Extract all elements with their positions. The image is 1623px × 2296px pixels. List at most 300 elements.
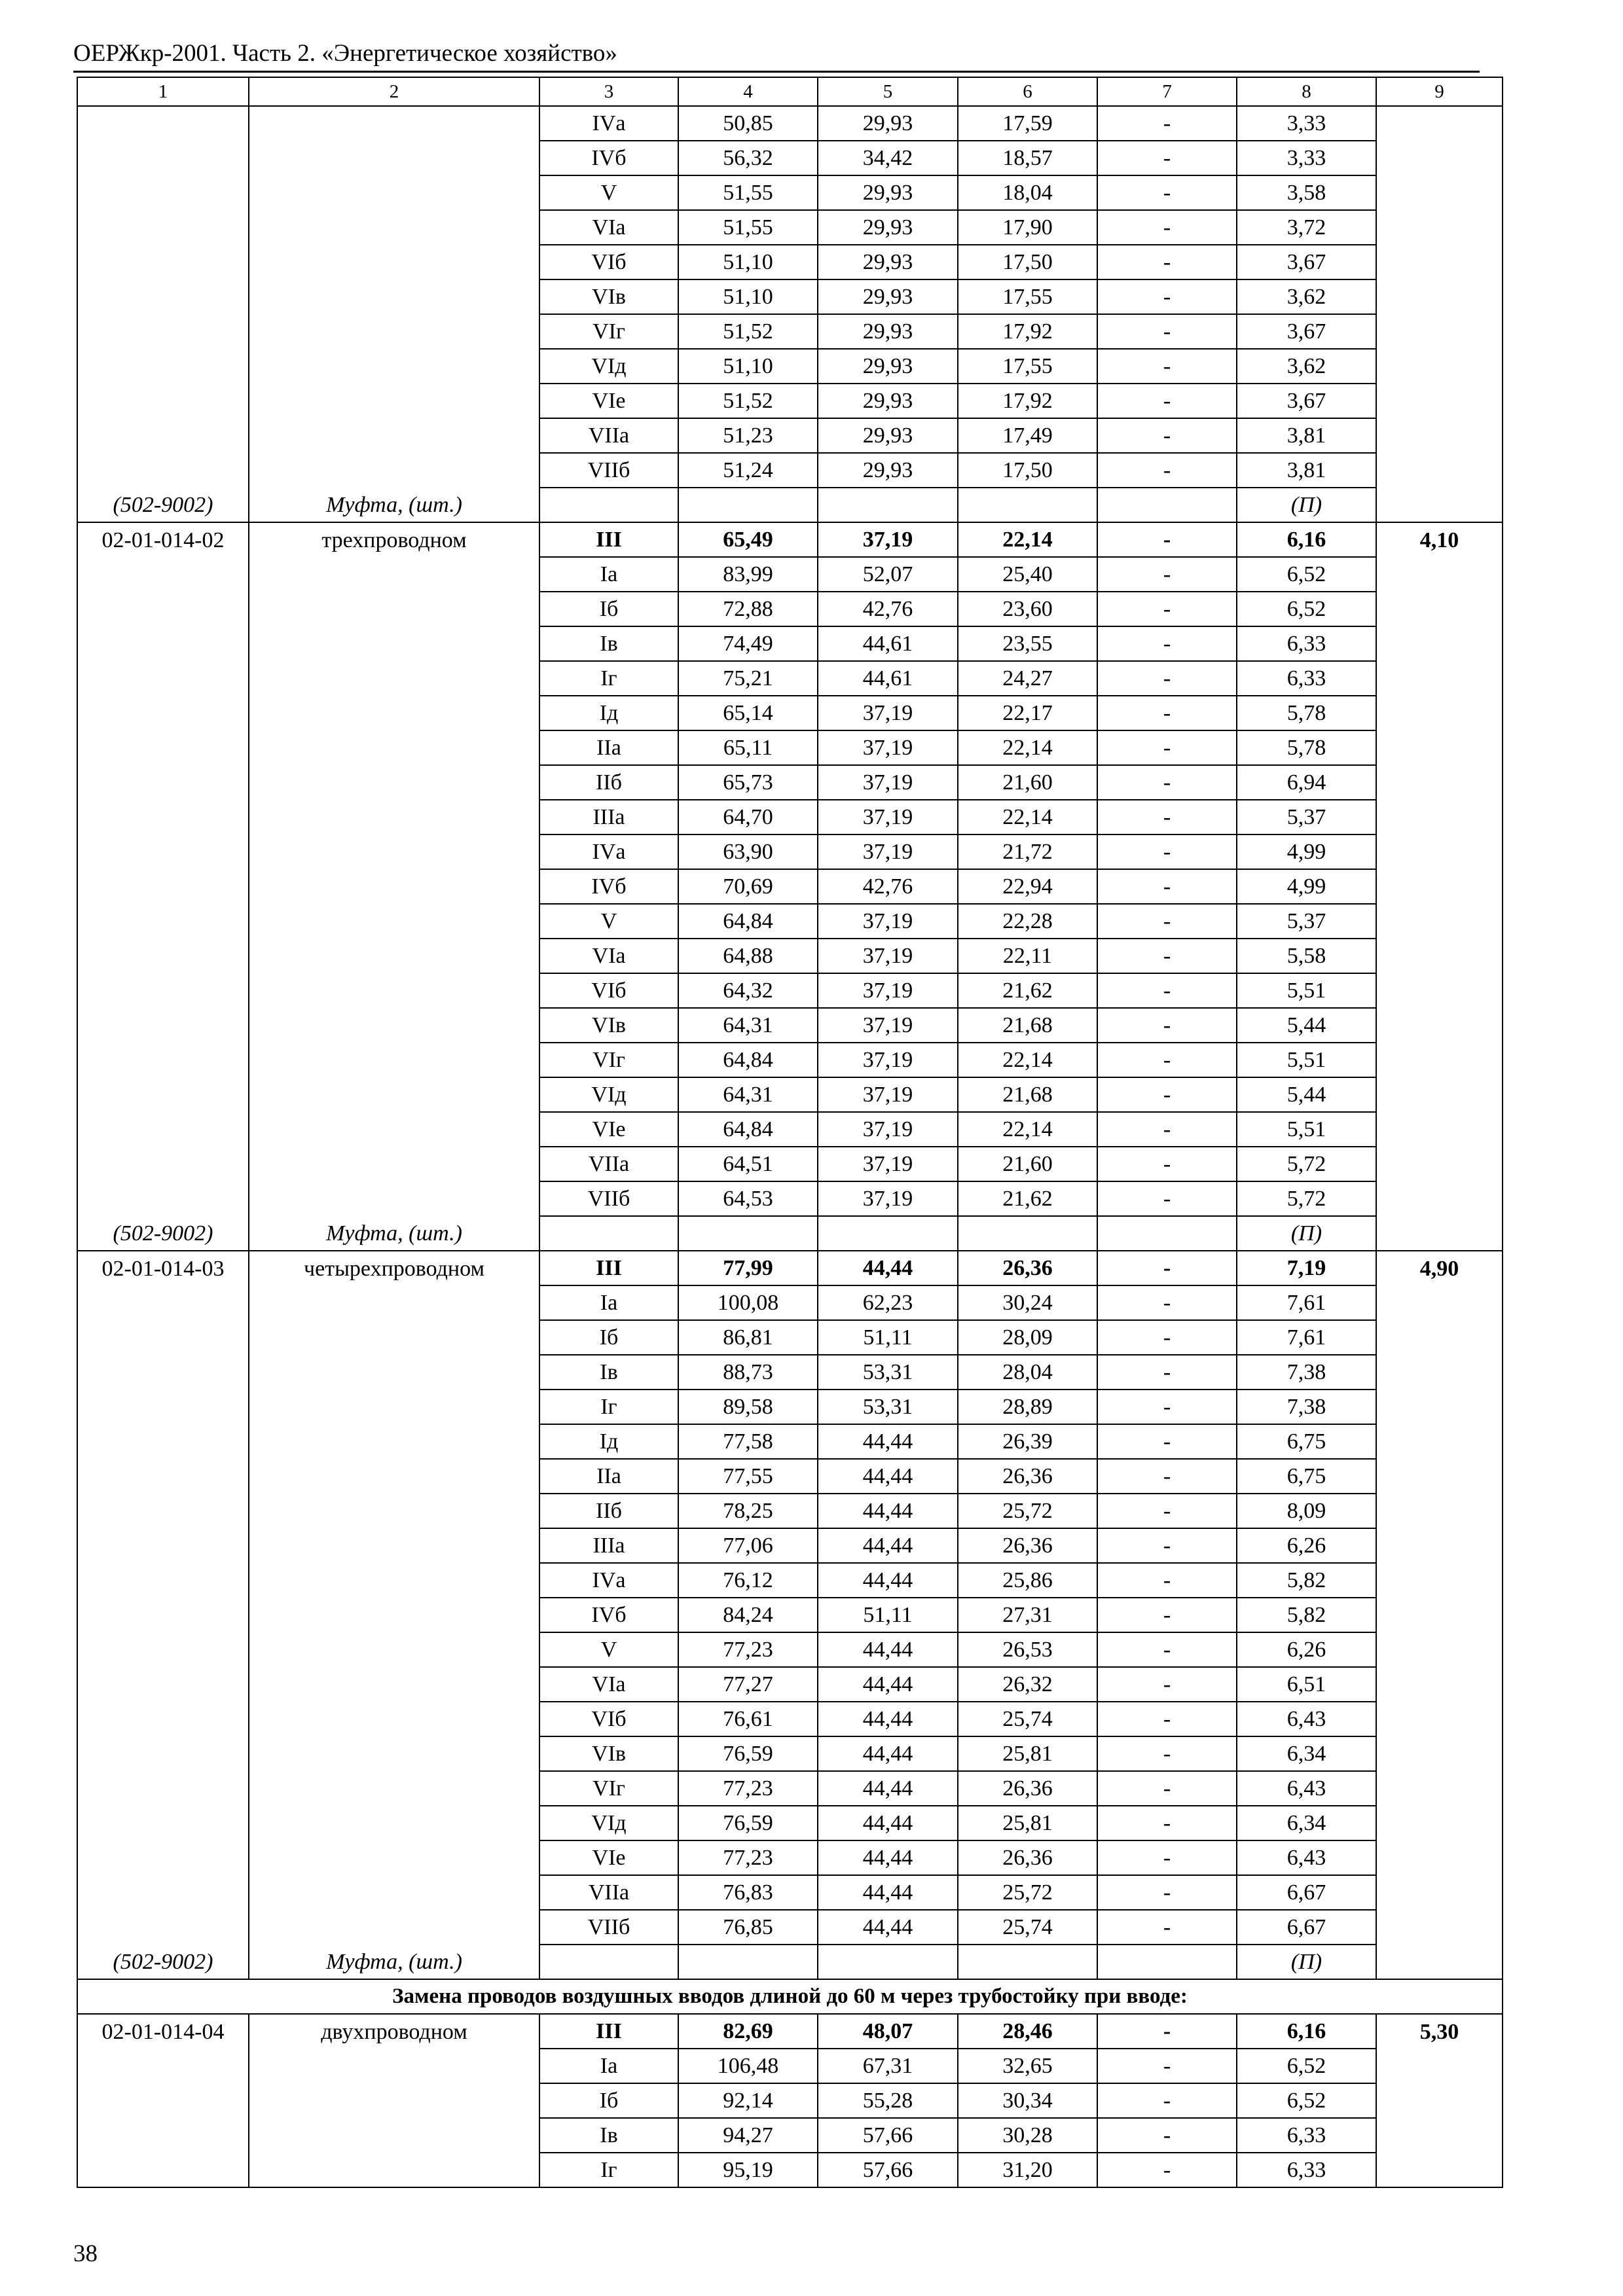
cell-col-4: 76,83	[678, 1875, 818, 1910]
item-code	[77, 904, 249, 939]
item-total	[1376, 453, 1503, 488]
cell-col-8: 6,67	[1237, 1875, 1376, 1910]
item-total	[1376, 1598, 1503, 1632]
item-name	[249, 1424, 539, 1459]
item-total	[1376, 1563, 1503, 1598]
cell-col-4: 77,99	[678, 1251, 818, 1285]
column-header-6: 6	[958, 77, 1097, 106]
cell-col-5: 42,76	[818, 869, 958, 904]
table-row	[77, 1147, 1503, 1181]
cell-col-3: IIб	[539, 1494, 678, 1528]
cell-col-5: 44,61	[818, 626, 958, 661]
cell-col-6: 28,04	[958, 1355, 1097, 1390]
item-code	[77, 973, 249, 1008]
item-total	[1376, 279, 1503, 314]
table-row	[77, 1494, 1503, 1528]
cell-col-6: 23,60	[958, 592, 1097, 626]
table-row	[77, 1563, 1503, 1598]
item-name	[249, 1702, 539, 1736]
cell-col-6: 31,20	[958, 2153, 1097, 2187]
table-row	[77, 973, 1503, 1008]
item-name	[249, 1563, 539, 1598]
cell-col-6: 22,28	[958, 904, 1097, 939]
cell-col-7: -	[1097, 1424, 1237, 1459]
cell-col-4: 86,81	[678, 1320, 818, 1355]
item-name	[249, 384, 539, 418]
cell-col-8: 5,44	[1237, 1077, 1376, 1112]
item-code	[77, 696, 249, 730]
cell-col-7: -	[1097, 1112, 1237, 1147]
cell-col-6: 17,49	[958, 418, 1097, 453]
item-name	[249, 279, 539, 314]
item-total	[1376, 904, 1503, 939]
table-row	[77, 592, 1503, 626]
cell-col-8: 6,43	[1237, 1771, 1376, 1806]
cell-col-5: 37,19	[818, 939, 958, 973]
item-total	[1376, 1702, 1503, 1736]
cell-col-5: 44,44	[818, 1424, 958, 1459]
item-name	[249, 904, 539, 939]
cell-col-7: -	[1097, 314, 1237, 349]
cell-col-6: 26,53	[958, 1632, 1097, 1667]
cell-col-8: 5,51	[1237, 973, 1376, 1008]
empty-cell	[818, 1216, 958, 1251]
cell-col-5: 44,44	[818, 1494, 958, 1528]
cell-col-8: 7,19	[1237, 1251, 1376, 1285]
item-name	[249, 314, 539, 349]
column-header-3: 3	[539, 77, 678, 106]
cell-col-8: 4,99	[1237, 834, 1376, 869]
item-code	[77, 175, 249, 210]
cell-col-3: IIIа	[539, 800, 678, 834]
cell-col-5: 52,07	[818, 557, 958, 592]
cell-col-4: 65,49	[678, 522, 818, 557]
item-total	[1376, 661, 1503, 696]
cell-col-8: 5,51	[1237, 1112, 1376, 1147]
item-name	[249, 973, 539, 1008]
cell-col-3: III	[539, 1251, 678, 1285]
item-name	[249, 1528, 539, 1563]
cell-col-7: -	[1097, 696, 1237, 730]
cell-col-6: 28,89	[958, 1390, 1097, 1424]
item-name	[249, 696, 539, 730]
item-total	[1376, 245, 1503, 279]
cell-col-8: 7,61	[1237, 1285, 1376, 1320]
item-total	[1376, 939, 1503, 973]
cell-col-8: 8,09	[1237, 1494, 1376, 1528]
item-code	[77, 418, 249, 453]
item-total	[1376, 1008, 1503, 1043]
cell-col-6: 25,74	[958, 1910, 1097, 1945]
item-code	[77, 141, 249, 175]
table-row	[77, 314, 1503, 349]
table-body	[77, 77, 1503, 2187]
cell-col-7: -	[1097, 626, 1237, 661]
cell-col-6: 22,14	[958, 800, 1097, 834]
cell-col-8: 3,33	[1237, 106, 1376, 141]
cell-col-3: III	[539, 522, 678, 557]
cell-col-5: 57,66	[818, 2153, 958, 2187]
cell-col-8: 6,94	[1237, 765, 1376, 800]
cell-col-3: VIг	[539, 314, 678, 349]
cell-col-8: 5,44	[1237, 1008, 1376, 1043]
cell-col-6: 22,14	[958, 1043, 1097, 1077]
cell-col-7: -	[1097, 1771, 1237, 1806]
item-total	[1376, 106, 1503, 141]
table-row	[77, 1043, 1503, 1077]
item-total-end	[1376, 1216, 1503, 1251]
item-code	[77, 1147, 249, 1181]
item-code	[77, 1320, 249, 1355]
cell-col-3: Iв	[539, 1355, 678, 1390]
item-name	[249, 210, 539, 245]
item-name	[249, 1320, 539, 1355]
item-name	[249, 1285, 539, 1320]
table-row	[77, 1667, 1503, 1702]
cell-col-3: IIа	[539, 1459, 678, 1494]
cell-col-7: -	[1097, 1702, 1237, 1736]
item-total	[1376, 1806, 1503, 1840]
cell-col-4: 76,61	[678, 1702, 818, 1736]
table-row	[77, 2049, 1503, 2083]
cell-col-4: 89,58	[678, 1390, 818, 1424]
cell-col-3: IVб	[539, 869, 678, 904]
item-total	[1376, 175, 1503, 210]
item-total	[1376, 1771, 1503, 1806]
item-name	[249, 453, 539, 488]
material-footer-row	[77, 488, 1503, 522]
cell-col-3: VIб	[539, 245, 678, 279]
item-code	[77, 1840, 249, 1875]
item-code	[77, 2153, 249, 2187]
item-total	[1376, 1494, 1503, 1528]
column-header-4: 4	[678, 77, 818, 106]
cell-col-7: -	[1097, 834, 1237, 869]
cell-col-7: -	[1097, 592, 1237, 626]
cell-col-5: 37,19	[818, 973, 958, 1008]
cell-col-4: 95,19	[678, 2153, 818, 2187]
cell-col-8: 6,43	[1237, 1840, 1376, 1875]
cell-col-4: 63,90	[678, 834, 818, 869]
item-name	[249, 939, 539, 973]
item-code	[77, 1875, 249, 1910]
item-name	[249, 1667, 539, 1702]
cell-col-6: 30,24	[958, 1285, 1097, 1320]
item-name	[249, 1459, 539, 1494]
table-row	[77, 1771, 1503, 1806]
material-category: (П)	[1237, 488, 1376, 522]
item-name	[249, 1355, 539, 1390]
item-code	[77, 1390, 249, 1424]
cell-col-4: 77,06	[678, 1528, 818, 1563]
item-name	[249, 557, 539, 592]
empty-cell	[678, 488, 818, 522]
cell-col-6: 25,81	[958, 1736, 1097, 1771]
cell-col-4: 51,23	[678, 418, 818, 453]
cell-col-5: 44,44	[818, 1736, 958, 1771]
empty-cell	[678, 1945, 818, 1979]
item-code	[77, 1736, 249, 1771]
cell-col-4: 76,12	[678, 1563, 818, 1598]
cell-col-6: 22,14	[958, 730, 1097, 765]
item-code	[77, 453, 249, 488]
table-row	[77, 2083, 1503, 2118]
cell-col-8: 6,34	[1237, 1806, 1376, 1840]
empty-cell	[1097, 488, 1237, 522]
material-name: Муфта, (шт.)	[249, 1945, 539, 1979]
empty-cell	[958, 1216, 1097, 1251]
cell-col-3: VIг	[539, 1043, 678, 1077]
item-code	[77, 626, 249, 661]
table-row	[77, 210, 1503, 245]
cell-col-3: IVб	[539, 141, 678, 175]
cell-col-8: 5,82	[1237, 1563, 1376, 1598]
cell-col-6: 21,60	[958, 765, 1097, 800]
item-code	[77, 1667, 249, 1702]
cell-col-7: -	[1097, 1806, 1237, 1840]
item-code: 02-01-014-03	[77, 1251, 249, 1285]
empty-cell	[1097, 1216, 1237, 1251]
cell-col-7: -	[1097, 869, 1237, 904]
item-name	[249, 1736, 539, 1771]
cell-col-5: 44,44	[818, 1771, 958, 1806]
cell-col-4: 65,14	[678, 696, 818, 730]
cell-col-6: 24,27	[958, 661, 1097, 696]
cell-col-8: 3,62	[1237, 349, 1376, 384]
table-row	[77, 661, 1503, 696]
cell-col-6: 21,62	[958, 1181, 1097, 1216]
cell-col-6: 25,40	[958, 557, 1097, 592]
item-name	[249, 2118, 539, 2153]
table-row	[77, 730, 1503, 765]
cell-col-5: 48,07	[818, 2014, 958, 2049]
table-row	[77, 1112, 1503, 1147]
cell-col-7: -	[1097, 2118, 1237, 2153]
empty-cell	[539, 1945, 678, 1979]
cell-col-5: 37,19	[818, 904, 958, 939]
empty-cell	[818, 488, 958, 522]
item-total	[1376, 696, 1503, 730]
cell-col-6: 22,14	[958, 522, 1097, 557]
cell-col-3: V	[539, 175, 678, 210]
cell-col-7: -	[1097, 279, 1237, 314]
cell-col-6: 21,72	[958, 834, 1097, 869]
cell-col-7: -	[1097, 210, 1237, 245]
cell-col-3: VIе	[539, 384, 678, 418]
item-name	[249, 592, 539, 626]
item-name	[249, 141, 539, 175]
cell-col-5: 44,44	[818, 1632, 958, 1667]
material-footer-row	[77, 1216, 1503, 1251]
cell-col-8: 3,72	[1237, 210, 1376, 245]
table-row	[77, 1910, 1503, 1945]
item-code: 02-01-014-04	[77, 2014, 249, 2049]
cell-col-6: 28,46	[958, 2014, 1097, 2049]
cell-col-4: 75,21	[678, 661, 818, 696]
cell-col-4: 64,31	[678, 1008, 818, 1043]
cell-col-8: 6,33	[1237, 626, 1376, 661]
cell-col-8: 3,81	[1237, 453, 1376, 488]
cell-col-5: 44,44	[818, 1251, 958, 1285]
table-row	[77, 2014, 1503, 2049]
table-row	[77, 800, 1503, 834]
cell-col-8: 4,99	[1237, 869, 1376, 904]
cell-col-5: 51,11	[818, 1598, 958, 1632]
item-name	[249, 1112, 539, 1147]
cell-col-7: -	[1097, 1181, 1237, 1216]
item-total	[1376, 1667, 1503, 1702]
table-row	[77, 1840, 1503, 1875]
item-code	[77, 1702, 249, 1736]
cell-col-3: VIг	[539, 1771, 678, 1806]
cell-col-3: VIIб	[539, 1910, 678, 1945]
empty-cell	[678, 1216, 818, 1251]
cell-col-3: Iг	[539, 2153, 678, 2187]
cell-col-5: 42,76	[818, 592, 958, 626]
cell-col-4: 77,58	[678, 1424, 818, 1459]
item-code	[77, 869, 249, 904]
cell-col-5: 44,61	[818, 661, 958, 696]
item-code	[77, 1563, 249, 1598]
cell-col-7: -	[1097, 384, 1237, 418]
cell-col-8: 5,72	[1237, 1147, 1376, 1181]
cell-col-5: 29,93	[818, 106, 958, 141]
cell-col-6: 25,74	[958, 1702, 1097, 1736]
cell-col-8: 5,37	[1237, 904, 1376, 939]
cell-col-4: 74,49	[678, 626, 818, 661]
table-row	[77, 557, 1503, 592]
cell-col-6: 17,50	[958, 453, 1097, 488]
item-name	[249, 1771, 539, 1806]
cell-col-4: 76,59	[678, 1806, 818, 1840]
cell-col-4: 64,84	[678, 904, 818, 939]
item-name	[249, 626, 539, 661]
cell-col-6: 21,62	[958, 973, 1097, 1008]
item-total	[1376, 834, 1503, 869]
item-name	[249, 418, 539, 453]
cell-col-4: 76,85	[678, 1910, 818, 1945]
item-name	[249, 2049, 539, 2083]
cell-col-3: Iа	[539, 2049, 678, 2083]
cell-col-4: 56,32	[678, 141, 818, 175]
table-row	[77, 1251, 1503, 1285]
item-total	[1376, 314, 1503, 349]
table-row	[77, 834, 1503, 869]
item-code	[77, 2118, 249, 2153]
cell-col-5: 44,44	[818, 1806, 958, 1840]
cell-col-6: 21,68	[958, 1077, 1097, 1112]
cell-col-3: IIа	[539, 730, 678, 765]
item-total-end	[1376, 1945, 1503, 1979]
material-code: (502-9002)	[77, 1945, 249, 1979]
cell-col-6: 17,55	[958, 349, 1097, 384]
page-number: 38	[73, 2240, 98, 2267]
cell-col-6: 18,04	[958, 175, 1097, 210]
item-code	[77, 279, 249, 314]
cell-col-7: -	[1097, 1598, 1237, 1632]
table-row	[77, 869, 1503, 904]
cell-col-8: 6,51	[1237, 1667, 1376, 1702]
rates-table	[77, 77, 1503, 2188]
cell-col-4: 76,59	[678, 1736, 818, 1771]
cell-col-7: -	[1097, 1147, 1237, 1181]
cell-col-3: VIв	[539, 1736, 678, 1771]
material-name: Муфта, (шт.)	[249, 1216, 539, 1251]
item-name	[249, 1875, 539, 1910]
table-row	[77, 245, 1503, 279]
cell-col-7: -	[1097, 2083, 1237, 2118]
cell-col-3: IVа	[539, 106, 678, 141]
item-total	[1376, 384, 1503, 418]
item-code	[77, 314, 249, 349]
item-total: 4,90	[1376, 1251, 1503, 1285]
item-code	[77, 1459, 249, 1494]
cell-col-6: 25,81	[958, 1806, 1097, 1840]
cell-col-3: III	[539, 2014, 678, 2049]
item-code	[77, 557, 249, 592]
cell-col-7: -	[1097, 557, 1237, 592]
item-code	[77, 834, 249, 869]
item-code	[77, 1008, 249, 1043]
item-total	[1376, 2118, 1503, 2153]
cell-col-7: -	[1097, 175, 1237, 210]
item-code	[77, 1771, 249, 1806]
cell-col-6: 17,59	[958, 106, 1097, 141]
cell-col-4: 64,70	[678, 800, 818, 834]
cell-col-5: 51,11	[818, 1320, 958, 1355]
item-total	[1376, 800, 1503, 834]
cell-col-7: -	[1097, 2014, 1237, 2049]
cell-col-4: 51,10	[678, 245, 818, 279]
cell-col-3: VIб	[539, 973, 678, 1008]
cell-col-4: 94,27	[678, 2118, 818, 2153]
cell-col-3: IVа	[539, 1563, 678, 1598]
item-total	[1376, 1528, 1503, 1563]
cell-col-4: 70,69	[678, 869, 818, 904]
cell-col-3: VIд	[539, 1077, 678, 1112]
cell-col-7: -	[1097, 800, 1237, 834]
cell-col-5: 67,31	[818, 2049, 958, 2083]
cell-col-7: -	[1097, 418, 1237, 453]
item-code	[77, 800, 249, 834]
empty-cell	[1097, 1945, 1237, 1979]
item-total	[1376, 1840, 1503, 1875]
cell-col-4: 50,85	[678, 106, 818, 141]
cell-col-3: Iб	[539, 2083, 678, 2118]
material-category: (П)	[1237, 1216, 1376, 1251]
item-code	[77, 592, 249, 626]
cell-col-8: 3,62	[1237, 279, 1376, 314]
item-total	[1376, 1459, 1503, 1494]
item-name	[249, 1840, 539, 1875]
cell-col-5: 37,19	[818, 834, 958, 869]
item-code	[77, 1806, 249, 1840]
cell-col-3: Iд	[539, 1424, 678, 1459]
table-row	[77, 1806, 1503, 1840]
table-row	[77, 626, 1503, 661]
cell-col-3: VIIб	[539, 1181, 678, 1216]
cell-col-8: 7,38	[1237, 1355, 1376, 1390]
cell-col-5: 37,19	[818, 696, 958, 730]
item-code	[77, 1285, 249, 1320]
cell-col-7: -	[1097, 1077, 1237, 1112]
cell-col-3: Iг	[539, 661, 678, 696]
item-total	[1376, 1043, 1503, 1077]
cell-col-5: 44,44	[818, 1840, 958, 1875]
item-code: 02-01-014-02	[77, 522, 249, 557]
item-total-end	[1376, 488, 1503, 522]
item-name	[249, 106, 539, 141]
